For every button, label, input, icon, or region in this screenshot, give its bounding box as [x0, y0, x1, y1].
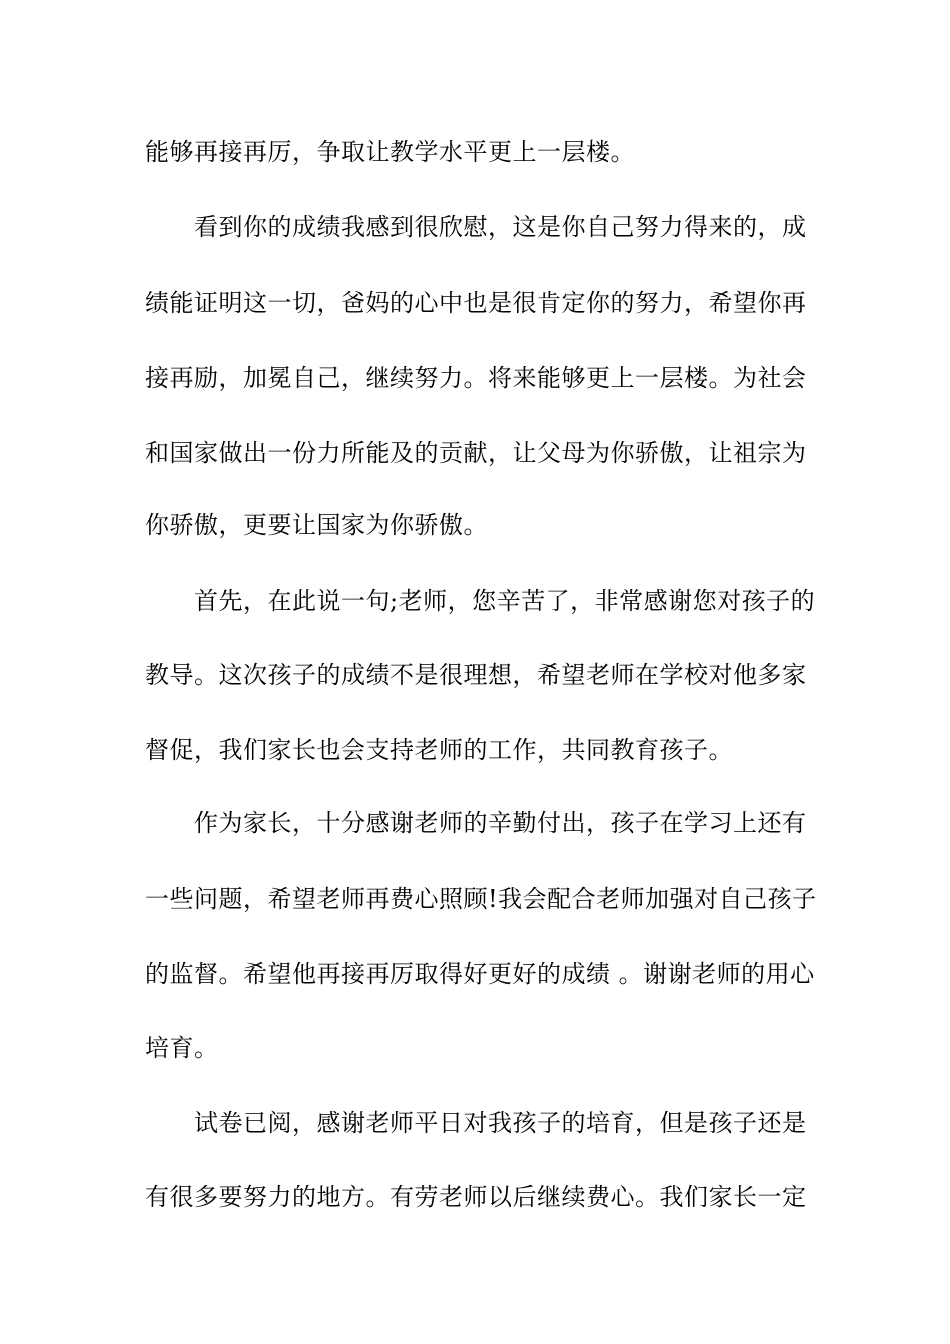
text-line: 督促，我们家长也会支持老师的工作，共同教育孩子。	[145, 736, 733, 764]
text-line: 首先，在此说一句;老师，您辛苦了，非常感谢您对孩子的	[194, 587, 816, 615]
text-line: 绩能证明这一切，爸妈的心中也是很肯定你的努力，希望你再	[145, 289, 807, 317]
text-line: 能够再接再厉，争取让教学水平更上一层楼。	[145, 138, 635, 166]
text-line: 的监督。希望他再接再厉取得好更好的成绩 。谢谢老师的用心	[145, 960, 815, 988]
text-line: 一些问题，希望老师再费心照顾!我会配合老师加强对自己孩子	[145, 885, 817, 913]
text-line: 接再励，加冕自己，继续努力。将来能够更上一层楼。为社会	[145, 364, 807, 392]
text-line: 教导。这次孩子的成绩不是很理想，希望老师在学校对他多家	[145, 661, 807, 689]
text-line: 你骄傲，更要让国家为你骄傲。	[145, 511, 488, 539]
text-line: 作为家长，十分感谢老师的辛勤付出，孩子在学习上还有	[194, 809, 807, 837]
text-line: 试卷已阅，感谢老师平日对我孩子的培育，但是孩子还是	[194, 1109, 807, 1137]
text-line: 有很多要努力的地方。有劳老师以后继续费心。我们家长一定	[145, 1183, 807, 1211]
text-line: 培育。	[145, 1034, 219, 1062]
text-line: 看到你的成绩我感到很欣慰，这是你自己努力得来的，成	[194, 213, 807, 241]
text-line: 和国家做出一份力所能及的贡献，让父母为你骄傲，让祖宗为	[145, 439, 807, 467]
